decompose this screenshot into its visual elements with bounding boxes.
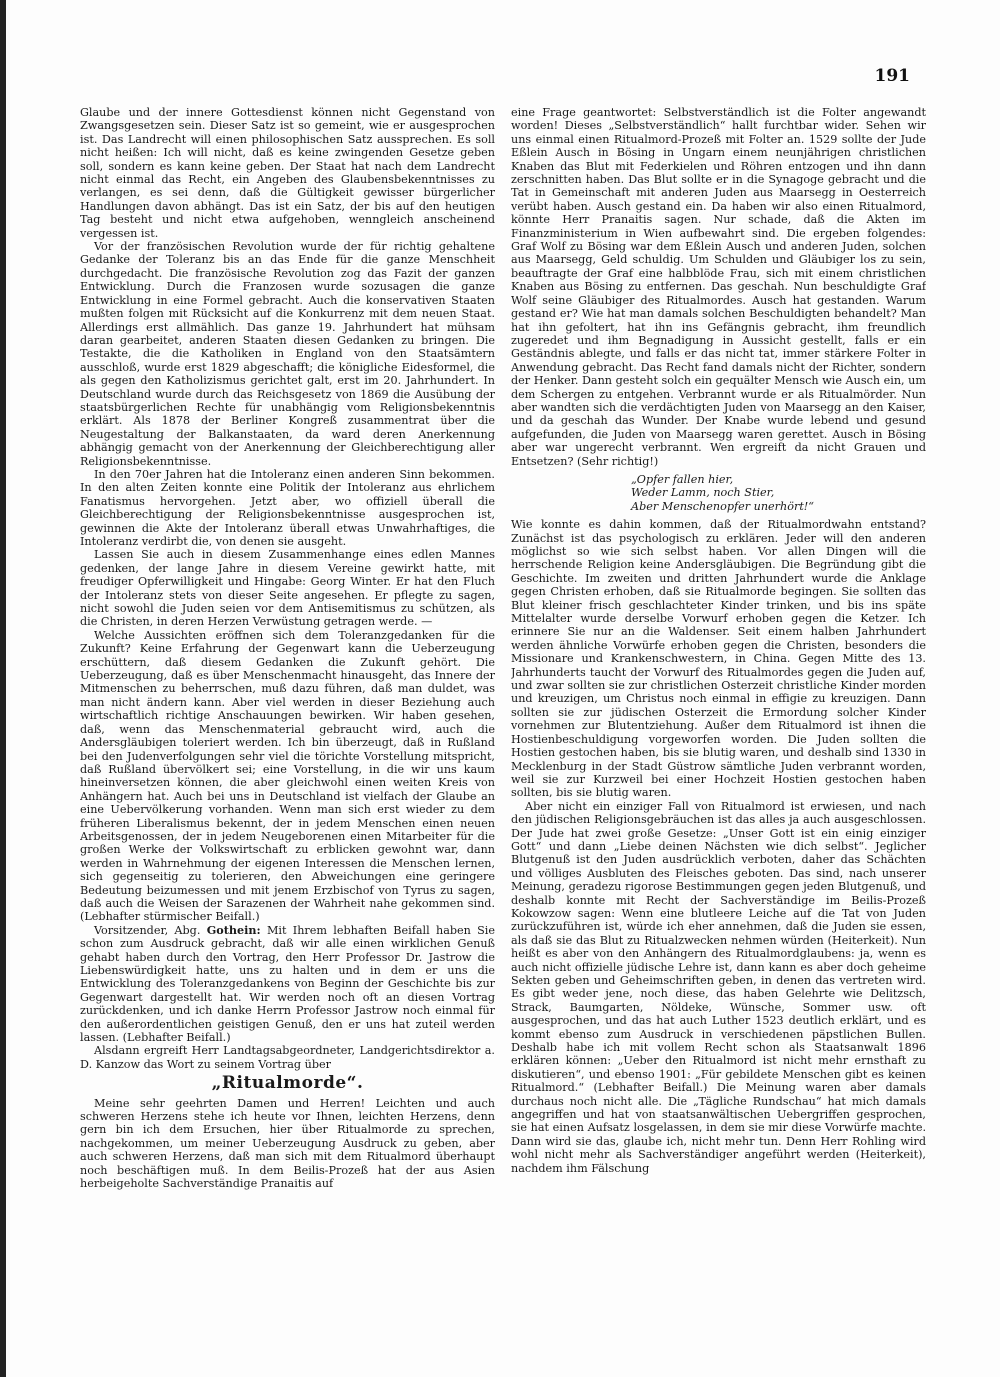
section-heading: „Ritualmorde“.: [211, 1073, 364, 1094]
paragraph: Welche Aussichten eröffnen sich dem Toleranzgedanken für die Zukunft? Keine Erfahrung der Gegenwart kann die Ueberzeugung erschüttern, daß diesem Gedanken die Zukunft gehört. Die Ueberzeugung, daß es über Menschenmacht hinausgeht, das Innere der Mitmenschen zu beherrschen, muß dazu führen, daß man duldet, was man nicht ändern kann. Aber viel werden in dieser Beziehung auch wirtschaftlich richtige Anschauungen bewirken. Wir haben gesehen, daß, wenn das Menschenmaterial gebraucht wird, auch die Andersgläubigen toleriert werden. Ich bin überzeugt, daß in Rußland bei den Judenverfolgungen sehr viel die törichte Vorstellung mitspricht, daß Rußland übervölkert sei; eine Vorstellung, in die wir uns kaum hineinversetzen können, die aber gleichwohl einen weiten Kreis von Anhängern hat. Auch bei uns in Deutschland ist vielfach der Glaube an eine Uebervölkerung vorhanden. Wenn man sich erst wieder zu dem früheren Liberalismus bekennt, der in jedem Menschen einen neuen Arbeitsgenossen, der in jedem Neugeborenen einen Mitarbeiter für die großen Werke der Volkswirtschaft zu erblicken gewohnt war, dann werden in Wahrnehmung der eigenen Interessen die Menschen lernen, sich gegenseitig zu tolerieren, den Abweichungen eine geringere Bedeutung beizumessen und mit jenem Erzbischof von Tyrus zu sagen, daß auch die Weisen der Sarazenen der Wahrheit nahe gekommen sind. (Lebhafter stürmischer Beifall.): [80, 628, 495, 924]
page-number: 191: [874, 66, 910, 86]
paragraph: Meine sehr geehrten Damen und Herren! Leichten und auch schweren Herzens stehe ich heute vor Ihnen, leichten Herzens, denn gern bin ich dem Ersuchen, hier über Ritualmorde zu sprechen, nachgekommen, um meiner Ueberzeugung Ausdruck zu geben, aber auch schweren Herzens, daß man sich mit dem Ritualmord überhaupt noch beschäftigen muß. In dem Beilis-Prozeß hat der aus Asien herbeigeholte Sachverständige Pranaitis auf: [80, 1096, 495, 1191]
paragraph: Aber nicht ein einziger Fall von Ritualmord ist erwiesen, und nach den jüdischen Religionsgebräuchen ist das alles ja auch ausgeschlossen. Der Jude hat zwei große Gesetze: „Unser Gott ist ein einig einziger Gott“ und dann „Liebe deinen Nächsten wie dich selbst“. Jeglicher Blutgenuß ist den Juden ausdrücklich verboten, daher das Schächten und völliges Ausbluten des Fleisches geboten. Das sind, nach unserer Meinung, geradezu rigorose Bestimmungen gegen jeden Blutgenuß, und deshalb konnte mit Recht der Sachverständige im Beilis-Prozeß Kokowzow sagen: Wenn eine blutleere Leiche auf die Tat von Juden zurückzuführen ist, würde ich eher annehmen, daß die Juden sie essen, als daß sie das Blut zu Ritualzwecken nehmen würden (Heiterkeit). Nun heißt es aber von den Anhängern des Ritualmordglaubens: ja, wenn es auch nicht offizielle jüdische Lehre ist, dann kann es aber doch geheime Sekten geben und Geheimschriften geben, in denen das vertreten wird. Es gibt weder jene, noch diese, das haben Gelehrte wie Delitzsch, Strack, Baumgarten, Nöldeke, Wünsche, Sommer usw. oft ausgesprochen, und das hat auch Luther 1523 deutlich erklärt, und es kommt ebenso zum Ausdruck in verschiedenen päpstlichen Bullen. Deshalb habe ich mit vollem Recht schon als Staatsanwalt 1896 erklären können: „Ueber den Ritualmord ist nicht mehr ernsthaft zu diskutieren“, und ebenso 1901: „Für gebildete Menschen gibt es keinen Ritualmord.“ (Lebhafter Beifall.) Die Meinung waren aber damals durchaus noch nicht alle. Die „Tägliche Rundschau“ hat mich damals angegriffen und hat von staatsanwältischen Uebergriffen gesprochen, sie hat einen Aufsatz losgelassen, in dem sie mir diese Vorwürfe machte. Dann wird sie das, glaube ich, nicht mehr tun. Denn Herr Rohling wird wohl nicht mehr als Sachverständiger angeführt werden (Heiterkeit), nachdem ihm Fälschung: [511, 799, 926, 1175]
speaker-text: Mit Ihrem lebhaften Beifall haben Sie schon zum Ausdruck gebracht, daß wir alle einen wirklichen Genuß gehabt haben durch den Vortrag, den Herr Professor Dr. Jastrow die Liebenswürdigkeit hatte, uns zu halten und in dem er uns die Entwicklung des Toleranzgedankens von Beginn der Geschichte bis zur Gegenwart dargestellt hat. Wir werden noch oft an diesen Vortrag zurückdenken, und ich danke Herrn Professor Jastrow noch einmal für den außerordentlichen geistigen Genuß, den er uns hat zuteil werden lassen. (Lebhafter Beifall.): [80, 923, 495, 1045]
verse-line: Weder Lamm, noch Stier,: [631, 486, 775, 500]
paragraph: [80, 924, 495, 1045]
paragraph: Glaube und der innere Gottesdienst können nicht Gegenstand von Zwangsgesetzen sein. Dieser Satz ist so gemeint, wie er ausgesprochen ist. Das Landrecht will einen philosophischen Satz aussprechen. Es soll nicht heißen: Ich will nicht, daß es keine zwingenden Gesetze geben soll, sondern es kann keine geben. Der Staat hat nach dem Landrecht nicht einmal das Recht, ein Angeben des Glaubensbekenntnisses zu verlangen, es sei denn, daß die Gültigkeit gewisser bürgerlicher Handlungen davon abhängt. Das ist ein Satz, der bis auf den heutigen Tag besteht und nicht etwa aufgehoben, wenngleich anscheinend vergessen ist.: [80, 106, 495, 240]
speaker-prefix: Vorsitzender, Abg.: [94, 923, 201, 937]
paragraph: Lassen Sie auch in diesem Zusammenhange eines edlen Mannes gedenken, der lange Jahre in diesem Vereine gewirkt hatte, mit freudiger Opferwilligkeit und Hingabe: Georg Winter. Er hat den Fluch der Intoleranz stets von dieser Seite angesehen. Er pflegte zu sagen, nicht sowohl die Juden seien vor dem Antisemitismus zu schützen, als die Christen, in deren Herzen Verwüstung getragen werde. —: [80, 548, 495, 629]
verse: [631, 473, 926, 513]
paragraph: eine Frage geantwortet: Selbstverständlich ist die Folter angewandt worden! Dieses „Selbstverständlich“ hallt furchtbar wider. Sehen wir uns einmal einen Ritualmord-Prozeß mit Folter an. 1529 sollte der Jude Eßlein Ausch in Bösing in Ungarn einem neunjährigen christlichen Knaben das Blut mit Federkielen und Röhren entzogen und ihn dann zerschnitten haben. Das Blut sollte er in die Synagoge gebracht und die Tat in Gemeinschaft mit anderen Juden aus Maarsegg in Oesterreich verübt haben. Ausch gestand ein. Da haben wir also einen Ritualmord, könnte Herr Pranaitis sagen. Nur schade, daß die Akten im Finanzministerium in Wien aufbewahrt sind. Die ergeben folgendes: Graf Wolf zu Bösing war dem Eßlein Ausch und anderen Juden, solchen aus Maarsegg, Geld schuldig. Um Schulden und Gläubiger los zu sein, beauftragte der Graf eine halbblöde Frau, sich mit einem christlichen Knaben aus Bösing zu entfernen. Das geschah. Nun beschuldigte Graf Wolf seine Gläubiger des Ritualmordes. Ausch hat gestanden. Warum gestand er? Wie hat man damals solchen Beschuldigten behandelt? Man hat ihn gefoltert, hat ihn ins Gefängnis gebracht, ihm freundlich zugeredet und ihm Begnadigung in Aussicht gestellt, falls er ein Geständnis ablegte, und falls er das nicht tat, immer stärkere Folter in Anwendung gebracht. Das Recht fand damals nicht der Richter, sondern der Henker. Dann gesteht solch ein gequälter Mensch wie Ausch ein, um dem Schergen zu entgehen. Verbrannt wurde er als Ritualmörder. Nun aber wandten sich die verdächtigten Juden von Maarsegg an den Kaiser, und da geschah das Wunder. Der Knabe wurde lebend und gesund aufgefunden, die Juden von Maarsegg waren gerettet. Ausch in Bösing aber war ungerecht verbrannt. Wen ergreift da nicht Grauen und Entsetzen? (Sehr richtig!): [511, 106, 926, 468]
paragraph: Vor der französischen Revolution wurde der für richtig gehaltene Gedanke der Toleranz bis an das Ende für die ganze Menschheit durchgedacht. Die französische Revolution zog das Fazit der ganzen Entwicklung. Durch die Franzosen wurde sozusagen die ganze Entwicklung in eine Formel gebracht. Auch die konservativen Staaten mußten folgen mit Rücksicht auf die Konkurrenz mit dem neuen Staat. Allerdings erst allmählich. Das ganze 19. Jahrhundert hat mühsam daran gearbeitet, anderen Staaten diesen Gedanken zu bringen. Die Testakte, die die Katholiken in England von den Staatsämtern ausschloß, wurde erst 1829 abgeschafft; die königliche Eidesformel, die als gegen den Katholizismus gerichtet galt, erst im 20. Jahrhundert. In Deutschland wurde durch das Reichsgesetz von 1869 die Ausübung der staatsbürgerlichen Rechte für unabhängig vom Religionsbekenntnis erklärt. Als 1878 der Berliner Kongreß zusammentrat über die Neugestaltung der Balkanstaaten, da ward deren Anerkennung abhängig gemacht von der Anerkennung der Gleichberechtigung aller Religionsbekenntnisse.: [80, 240, 495, 468]
verse-line: Aber Menschenopfer unerhört!“: [631, 499, 815, 513]
paragraph: Wie konnte es dahin kommen, daß der Ritualmordwahn entstand? Zunächst ist das psychologisch zu erklären. Jeder will den anderen möglichst so wie sich selbst haben. Vor allen Dingen will die herrschende Religion keine Andersgläubigen. Die Begründung gibt die Geschichte. Im zweiten und dritten Jahrhundert wurde die Anklage gegen Christen erhoben, daß sie Ritualmorde begingen. Sie sollten das Blut kleiner frisch geschlachteter Kinder trinken, und bis ins späte Mittelalter wurde derselbe Vorwurf erhoben gegen die Ketzer. Ich erinnere Sie nur an die Waldenser. Seit einem halben Jahrhundert werden ähnliche Vorwürfe erhoben gegen die Christen, besonders die Missionare und Krankenschwestern, in China. Gegen Mitte des 13. Jahrhunderts taucht der Vorwurf des Ritualmordes gegen die Juden auf, und zwar sollten sie zur christlichen Osterzeit christliche Kinder morden und kreuzigen, um Christus noch einmal in effigie zu kreuzigen. Dann sollten sie zur jüdischen Osterzeit die Ermordung solcher Kinder vornehmen zur Blutentziehung. Außer dem Ritualmord ist ihnen die Hostienbeschuldigung vorgeworfen worden. Die Juden sollten die Hostien gestochen haben, bis sie blutig waren, und deshalb sind 1330 in Mecklenburg in der Stadt Güstrow sämtliche Juden verbrannt worden, weil sie zur Kurzweil bei einer Hochzeit Hostien gestochen haben sollten, bis sie blutig waren.: [511, 518, 926, 800]
speaker-name: Gothein:: [206, 922, 261, 937]
right-column: [511, 106, 926, 1346]
paragraph: Alsdann ergreift Herr Landtagsabgeordneter, Landgerichtsdirektor a. D. Kanzow das Wort zu seinem Vortrag über: [80, 1044, 495, 1071]
verse-line: „Opfer fallen hier,: [631, 472, 734, 486]
scan-edge: [0, 0, 6, 1377]
paragraph: In den 70er Jahren hat die Intoleranz einen anderen Sinn bekommen. In den alten Zeiten konnte eine Politik der Intoleranz aus ehrlichem Fanatismus hervorgehen. Jetzt aber, wo offiziell überall die Gleichberechtigung der Religionsbekenntnisse ausgesprochen ist, gewinnen die Akte der Intoleranz überall etwas Unwahrhaftiges, die Intoleranz verdirbt die, von denen sie ausgeht.: [80, 467, 495, 548]
left-column: [80, 106, 495, 1346]
